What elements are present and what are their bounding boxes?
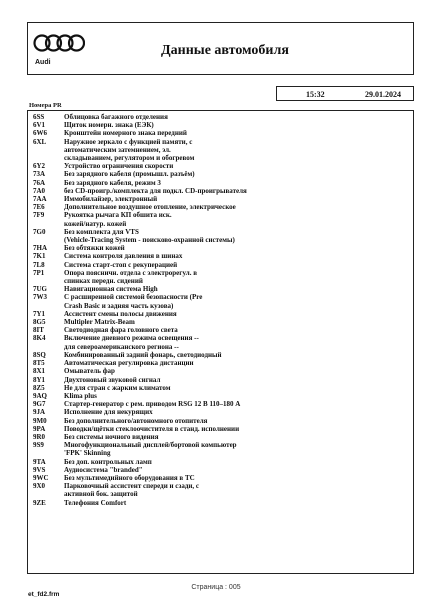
pr-row (33, 269, 409, 285)
pr-row (33, 400, 409, 408)
pr-description (64, 351, 409, 359)
pr-row (33, 187, 409, 195)
pr-description-line: Включение дневного режима освещения -- (64, 334, 199, 343)
pr-description-line: Автоматическая регулировка дистанции (64, 359, 194, 368)
pr-description-line: (Vehicle-Tracing System - поисково-охранной системы) (64, 236, 235, 245)
pr-code: 6W6 (33, 129, 47, 138)
pr-description (64, 269, 409, 285)
pr-description (64, 285, 409, 293)
pr-description (64, 499, 409, 507)
pr-code: 7K1 (33, 252, 46, 261)
pr-description-line: Многофункциональный дисплей/бортовой компьютер (64, 441, 237, 450)
pr-code: 8IT (33, 326, 44, 335)
pr-description-line: Иммобилайзер, электронный (64, 195, 158, 204)
pr-description (64, 113, 409, 121)
pr-description-line: Парковочный ассистент спереди и сзади, с (64, 482, 200, 491)
pr-description-line: Без дополнительного/автономного отопителя (64, 416, 208, 425)
pr-description (64, 293, 409, 309)
pr-code: 9JA (33, 408, 46, 417)
pr-code: 9G7 (33, 400, 46, 409)
pr-description-line: Щиток номерн. знака (ЕЭК) (64, 121, 154, 130)
pr-code: 9TA (33, 457, 46, 466)
pr-description (64, 408, 409, 416)
pr-row (33, 458, 409, 466)
pr-row (33, 211, 409, 227)
pr-code: 8K4 (33, 334, 46, 343)
pr-description-line: Система контроля давления в шинах (64, 252, 183, 261)
pr-description (64, 466, 409, 474)
pr-description-line: Без мультимедийного оборудования в ТС (64, 473, 195, 482)
pr-row (33, 441, 409, 457)
pr-description-line: Наружное зеркало с функцией памяти, с (64, 137, 193, 146)
pr-description (64, 441, 409, 457)
pr-description (64, 138, 409, 163)
pr-row (33, 195, 409, 203)
pr-row (33, 392, 409, 400)
pr-description (64, 179, 409, 187)
pr-code: 8G5 (33, 318, 46, 327)
pr-description-line: Навигационная система High (64, 285, 158, 294)
pr-code: 7F9 (33, 211, 45, 220)
pr-code: 9S9 (33, 441, 44, 450)
pr-description (64, 482, 409, 498)
pr-code: 8X1 (33, 367, 46, 376)
pr-description (64, 334, 409, 350)
pr-code: 9AQ (33, 391, 47, 400)
pr-code: 9ZE (33, 498, 46, 507)
pr-row (33, 138, 409, 163)
pr-code: 9WC (33, 473, 49, 482)
audi-rings-icon (33, 33, 85, 53)
pr-row (33, 129, 409, 137)
pr-description-line: Опора поясничн. отдела с электрорегул. в (64, 268, 197, 277)
pr-row (33, 433, 409, 441)
pr-description-line: Исполнение для некурящих (64, 408, 153, 417)
pr-description (64, 195, 409, 203)
pr-description (64, 318, 409, 326)
header-box (27, 22, 414, 75)
pr-description-line: Без обтяжки кожей (64, 244, 125, 253)
pr-code: 6Y2 (33, 162, 46, 171)
pr-description (64, 384, 409, 392)
pr-row (33, 417, 409, 425)
pr-description (64, 400, 409, 408)
pr-description-line: складыванием, регулятором и обогревом (64, 154, 195, 163)
print-time: 15:32 (306, 90, 325, 99)
pr-description (64, 211, 409, 227)
pr-code: 7UG (33, 285, 47, 294)
pr-description (64, 359, 409, 367)
pr-row (33, 179, 409, 187)
pr-code: 73A (33, 170, 46, 179)
pr-description (64, 252, 409, 260)
pr-code-list (33, 113, 409, 507)
audi-logo (33, 33, 87, 73)
pr-list-box (27, 110, 414, 574)
pr-code: 7Y1 (33, 309, 46, 318)
pr-row (33, 244, 409, 252)
pr-code: 7W3 (33, 293, 47, 302)
pr-description (64, 417, 409, 425)
pr-description-line: Поводки/щётки стеклоочистителя в станд. исполнении (64, 424, 240, 433)
pr-code: 7HA (33, 244, 47, 253)
pr-description-line: Без системы ночного видения (64, 432, 159, 441)
pr-code: 9M0 (33, 416, 47, 425)
pr-row (33, 482, 409, 498)
pr-description-line: Не для стран с жарким климатом (64, 383, 171, 392)
pr-description-line: Система старт-стоп с рекуперацией (64, 260, 178, 269)
pr-description-line: 'FPK' Skinning (64, 449, 111, 458)
pr-code: 6XL (33, 137, 47, 146)
pr-description-line: С расширенной системой безопасности (Pre (64, 293, 203, 302)
pr-description-line: Рукоятка рычага КП обшита иск. (64, 211, 172, 220)
pr-code: 7A0 (33, 186, 46, 195)
pr-code: 7AA (33, 195, 47, 204)
pr-code: 9X0 (33, 482, 46, 491)
pr-code: 7P1 (33, 268, 45, 277)
pr-description-line: Кронштейн номерного знака передний (64, 129, 187, 138)
pr-description-line: для североамериканского региона -- (64, 342, 179, 351)
pr-row (33, 252, 409, 260)
pr-description-line: Ассистент смены полосы движения (64, 309, 177, 318)
pr-row (33, 474, 409, 482)
pr-row (33, 499, 409, 507)
pr-description-line: спинках передн. сидений (64, 277, 143, 286)
pr-description-line: Без доп. контрольных ламп (64, 457, 152, 466)
pr-description-line: Светодиодная фара головного света (64, 326, 178, 335)
pr-description (64, 425, 409, 433)
pr-row (33, 310, 409, 318)
pr-description (64, 228, 409, 244)
pr-code: 7E6 (33, 203, 45, 212)
pr-code: 6V1 (33, 121, 46, 130)
pr-description-line: без CD-проигр./комплекта для подкл. CD-проигрывателя (64, 186, 247, 195)
pr-description-line: Комбинированный задний фонарь, светодиодный (64, 350, 222, 359)
pr-row (33, 326, 409, 334)
pr-description (64, 162, 409, 170)
pr-description-line: Телефония Comfort (64, 498, 127, 507)
pr-description-line: кожей/натур. кожей (64, 219, 127, 228)
section-label: Номера PR (29, 102, 62, 109)
pr-description (64, 129, 409, 137)
pr-row (33, 466, 409, 474)
pr-description (64, 187, 409, 195)
pr-description (64, 121, 409, 129)
pr-row (33, 261, 409, 269)
pr-description-line: активной бок. защитой (64, 490, 138, 499)
pr-row (33, 318, 409, 326)
form-file-name: et_fd2.frm (28, 591, 60, 598)
pr-code: 6SS (33, 113, 45, 121)
pr-description (64, 433, 409, 441)
pr-row (33, 121, 409, 129)
pr-row (33, 376, 409, 384)
pr-code: 8Y1 (33, 375, 46, 384)
page-number: Страница : 005 (191, 584, 241, 591)
pr-description-line: Без комплекта для VTS (64, 227, 139, 236)
pr-code: 8SQ (33, 350, 46, 359)
page-title: Данные автомобиля (161, 43, 289, 58)
pr-row (33, 408, 409, 416)
pr-description-line: Дополнительное воздушное отопление, электрическое (64, 203, 236, 212)
pr-code: 7L8 (33, 260, 45, 269)
pr-description (64, 392, 409, 400)
pr-row (33, 425, 409, 433)
pr-row (33, 384, 409, 392)
pr-row (33, 162, 409, 170)
pr-description-line: Multipler Matrix-Beam (64, 318, 135, 327)
pr-row (33, 367, 409, 375)
pr-description (64, 244, 409, 252)
pr-row (33, 285, 409, 293)
pr-description (64, 326, 409, 334)
pr-row (33, 293, 409, 309)
print-date: 29.01.2024 (365, 90, 401, 99)
pr-row (33, 203, 409, 211)
pr-code: 9PA (33, 424, 46, 433)
pr-code: 9VS (33, 465, 46, 474)
pr-description (64, 261, 409, 269)
pr-description-line: Омыватель фар (64, 367, 115, 376)
pr-description (64, 458, 409, 466)
pr-description-line: Без зарядного кабеля (промышл. разъём) (64, 170, 195, 179)
meta-box (276, 86, 414, 101)
pr-description-line: Облицовка багажного отделения (64, 113, 168, 121)
pr-description (64, 203, 409, 211)
pr-code: 9R0 (33, 432, 46, 441)
pr-description-line: Аудиосистема "branded" (64, 465, 143, 474)
pr-row (33, 228, 409, 244)
pr-description-line: Без зарядного кабеля, режим 3 (64, 178, 161, 187)
pr-description-line: Двухтоновый звуковой сигнал (64, 375, 161, 384)
pr-code: 8T5 (33, 359, 45, 368)
pr-row (33, 113, 409, 121)
pr-row (33, 351, 409, 359)
pr-code: 8Z5 (33, 383, 45, 392)
pr-description (64, 170, 409, 178)
pr-description-line: Устройство ограничения скорости (64, 162, 174, 171)
pr-description (64, 310, 409, 318)
pr-description (64, 474, 409, 482)
pr-row (33, 170, 409, 178)
pr-description (64, 376, 409, 384)
pr-description-line: Klima plus (64, 391, 97, 400)
pr-row (33, 359, 409, 367)
pr-description-line: Crash Basic и задняя часть кузова) (64, 301, 174, 310)
pr-description-line: автоматическим затемнением, эл. (64, 145, 171, 154)
pr-description (64, 367, 409, 375)
brand-name: Audi (35, 59, 51, 66)
pr-code: 7G0 (33, 227, 46, 236)
pr-row (33, 334, 409, 350)
pr-description-line: Стартер-генератор с рем. приводом RSG 12 В 110–180 А (64, 400, 241, 409)
pr-code: 76A (33, 178, 46, 187)
